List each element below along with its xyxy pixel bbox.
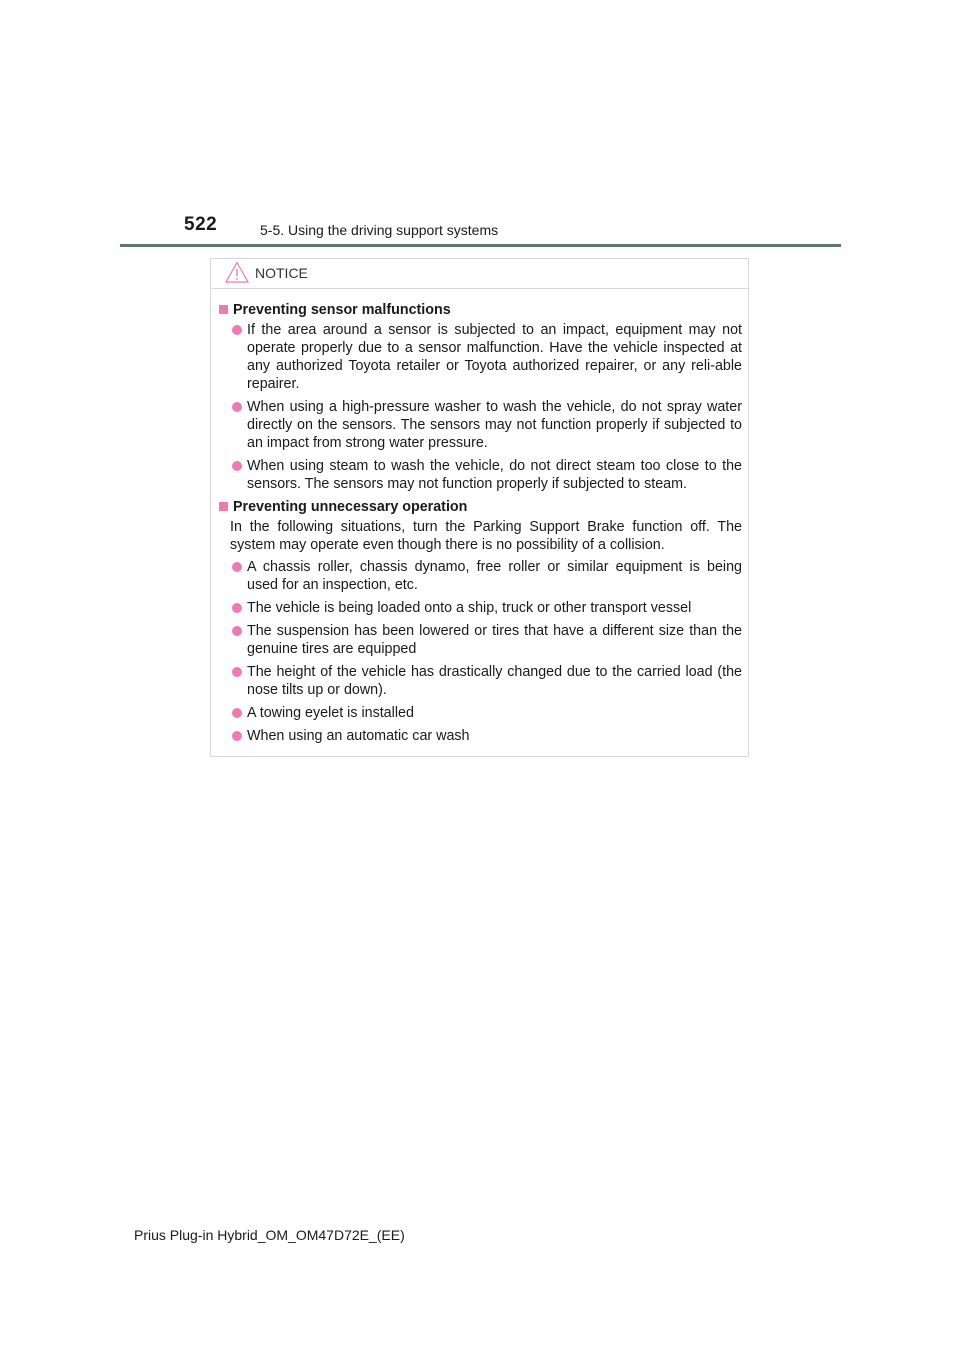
circle-bullet-icon [232,603,242,613]
notice-body [211,289,748,745]
list-item-text: When using an automatic car wash [247,728,470,744]
section-heading-text: Preventing sensor malfunctions [233,302,451,318]
list-item [232,704,742,722]
square-bullet-icon [219,305,228,314]
list-item [232,727,742,745]
section-intro: In the following situations, turn the Parking Support Brake function off. The system may operate even though there is no possibility of a collision. [230,519,742,553]
circle-bullet-icon [232,402,242,412]
list-item-text: The suspension has been lowered or tires that have a different size than the genuine tires are equipped [247,623,742,657]
section-heading [218,301,742,319]
section-heading [218,498,742,516]
list-item-text: The height of the vehicle has drastically changed due to the carried load (the nose tilts up or down). [247,664,742,698]
list-item-text: The vehicle is being loaded onto a ship, truck or other transport vessel [247,600,692,616]
list-item-text: When using steam to wash the vehicle, do not direct steam too close to the sensors. The sensors may not function properly if subjected to steam. [247,458,742,492]
list-item-text: If the area around a sensor is subjected to an impact, equipment may not operate properly due to a sensor malfunction. Have the vehicle inspected at any authorized Toyota retailer or Toyota authorized repairer, or any reli-able repairer. [247,322,742,392]
circle-bullet-icon [232,325,242,335]
list-item-text: A chassis roller, chassis dynamo, free roller or similar equipment is being used for an inspection, etc. [247,559,742,593]
square-bullet-icon [219,502,228,511]
document-footer: Prius Plug-in Hybrid_OM_OM47D72E_(EE) [134,1227,405,1243]
warning-triangle-icon [225,261,249,283]
notice-box [210,258,749,757]
list-item-text: A towing eyelet is installed [247,705,414,721]
section-heading-text: Preventing unnecessary operation [233,499,468,515]
list-item [232,558,742,594]
circle-bullet-icon [232,461,242,471]
circle-bullet-icon [232,667,242,677]
list-item [232,599,742,617]
circle-bullet-icon [232,708,242,718]
notice-label: NOTICE [255,265,308,281]
circle-bullet-icon [232,562,242,572]
list-item [232,398,742,452]
circle-bullet-icon [232,731,242,741]
list-item [232,663,742,699]
notice-section-unnecessary-operation [218,498,742,745]
list-item [232,321,742,393]
notice-section-sensor-malfunctions [218,301,742,493]
list-item-text: When using a high-pressure washer to wash the vehicle, do not spray water directly on the sensors. The sensors may not function properly if subjected to an impact from strong water pressure. [247,399,742,451]
header-rule [120,244,841,247]
notice-header [211,259,748,289]
page-number: 522 [184,214,218,235]
circle-bullet-icon [232,626,242,636]
list-item [232,457,742,493]
section-title: 5-5. Using the driving support systems [260,222,499,238]
list-item [232,622,742,658]
